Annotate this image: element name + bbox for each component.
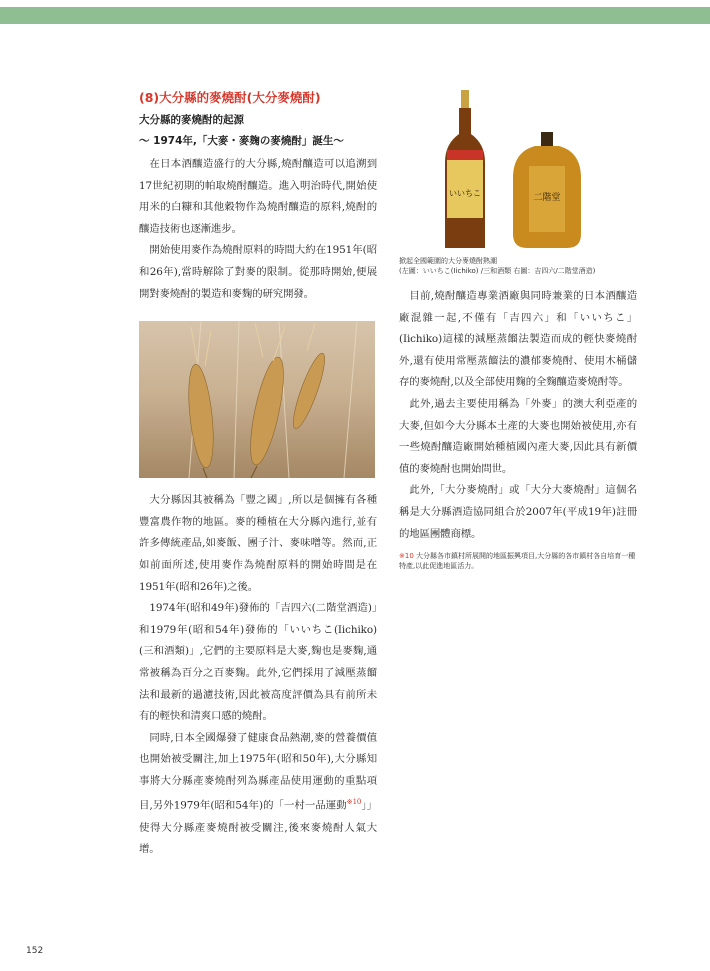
paragraph: 1974年(昭和49年)發佈的「吉四六(二階堂酒造)」和1979年(昭和54年)發佈的「いいちこ(Iichiko)(三和酒類)」,它們的主要原料是大麥,麴也是麥麴,通常被稱為百分之百麥麴。此外,它們採用了減壓蒸餾法和最新的過濾技術,因此被高度評價為具有前所未有的輕快和清爽口感的燒酎。: [139, 602, 377, 723]
text-after-note: 」」使得大分縣產麥燒酎被受關注,後來麥燒酎人氣大增。: [139, 799, 377, 856]
paragraph: 目前,燒酎釀造專業酒廠與同時兼業的日本酒釀造廠混雜一起,不僅有「吉四六」和「いいちこ」(Iichiko)這樣的減壓蒸餾法製造而成的輕快麥燒酎外,還有使用常壓蒸餾法的濃郁麥燒酎、使用木桶儲存的麥燒酎,以及全部使用麴的全麴釀造麥燒酎等。: [399, 290, 637, 389]
section-title: (8)大分縣的麥燒酎(大分麥燒酎): [139, 90, 321, 105]
footnote-mark: ※10: [399, 552, 414, 561]
subhead-origin: 大分縣的麥燒酎的起源: [139, 114, 244, 126]
bottle-right-label: 二階堂: [533, 193, 561, 203]
footnote-text: 大分縣各市鎮村所展開的地區振興項目,大分縣的各市鎮村各自培育一種特產,以此促進地區活力。: [399, 552, 636, 571]
footnote-reference: ※10: [346, 798, 362, 807]
left-column: [139, 88, 377, 861]
paragraph: 此外,過去主要使用稱為「外麥」的澳大利亞產的大麥,但如今大分縣本土產的大麥也開始被使用,亦有一些燒酎釀造廠開始種植國內產大麥,因此具有新價值的麥燒酎也開始問世。: [399, 397, 637, 475]
paragraph: 在日本酒釀造盛行的大分縣,燒酎釀造可以追溯到17世紀初期的帕取燒酎釀造。進入明治時代,開始使用米的白糠和其他穀物作為燒酎釀造的原料,燒酎的釀造技術也逐漸進步。: [139, 158, 377, 235]
footnote: [399, 551, 637, 571]
photo-caption-line: 掀起全國範圍的大分麥燒酎熱潮: [399, 257, 497, 265]
right-column: [399, 88, 637, 571]
paragraph: 開始使用麥作為燒酎原料的時間大約在1951年(昭和26年),當時解除了對麥的限制。從那時開始,便展開對麥燒酎的製造和麥麴的研究開發。: [139, 244, 377, 300]
header-band: [0, 7, 710, 24]
barley-photo: [139, 321, 375, 478]
bottles-photo: [399, 88, 637, 253]
photo-caption: [399, 256, 637, 276]
page-number: 152: [26, 946, 44, 956]
photo-caption-line: (左圖：いいちこ(Iichiko) /三和酒類 右圖：吉四六/二階堂酒造): [399, 267, 596, 275]
barley-illustration: [139, 321, 375, 478]
paragraph: 此外,「大分麥燒酎」或「大分大麥燒酎」這個名稱是大分縣酒造協同組合於2007年(平成19年)註冊的地區團體商標。: [399, 484, 637, 540]
subhead-1974: ～ 1974年,「大麥・麥麹の麥燒酎」誕生～: [139, 135, 344, 147]
bottles-illustration: [399, 88, 637, 253]
paragraph-last: [139, 728, 377, 861]
text-before-note: 同時,日本全國爆發了健康食品熱潮,麥的營養價值也開始被受關注,加上1975年(昭和50年),大分縣知事將大分縣產麥燒酎列為縣產品使用運動的重點項目,另外1979年(昭和54年)的「一村一品運動: [139, 731, 377, 812]
bottle-left-label: いいちこ: [449, 189, 481, 198]
paragraph: 大分縣因其被稱為「豐之國」,所以是個擁有各種豐富農作物的地區。麥的種植在大分縣內進行,並有許多傳統產品,如麥飯、團子汁、麥味噌等。然而,正如前面所述,使用麥作為燒酎原料的開始時間是在1951年(昭和26年)之後。: [139, 494, 377, 593]
